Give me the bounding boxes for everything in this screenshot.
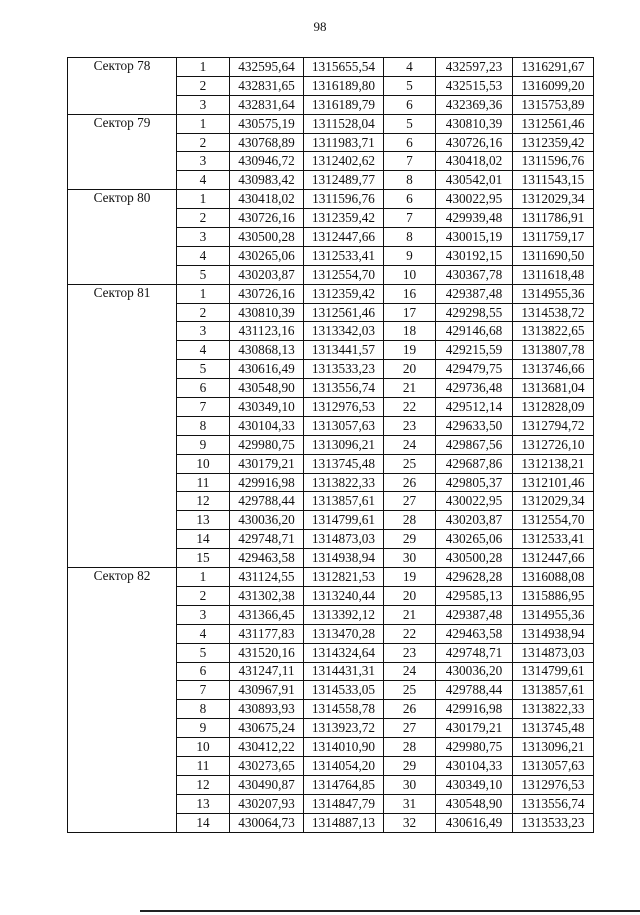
y-coordinate-left: 1314887,13 [304,813,384,832]
x-coordinate-right: 432369,36 [436,95,513,114]
y-coordinate-right: 1311543,15 [513,171,594,190]
y-coordinate-right: 1314938,94 [513,624,594,643]
point-number-right: 21 [384,605,436,624]
point-number-right: 7 [384,209,436,228]
y-coordinate-left: 1313057,63 [304,416,384,435]
x-coordinate-left: 430265,06 [230,246,304,265]
x-coordinate-right: 432597,23 [436,58,513,77]
point-number-left: 14 [177,813,230,832]
x-coordinate-left: 430412,22 [230,738,304,757]
y-coordinate-left: 1313857,61 [304,492,384,511]
x-coordinate-right: 429805,37 [436,473,513,492]
x-coordinate-right: 430022,95 [436,190,513,209]
point-number-left: 5 [177,265,230,284]
x-coordinate-left: 430616,49 [230,360,304,379]
y-coordinate-right: 1312029,34 [513,492,594,511]
point-number-left: 4 [177,246,230,265]
point-number-left: 2 [177,133,230,152]
y-coordinate-right: 1312101,46 [513,473,594,492]
x-coordinate-right: 430203,87 [436,511,513,530]
x-coordinate-right: 430022,95 [436,492,513,511]
y-coordinate-right: 1316291,67 [513,58,594,77]
x-coordinate-left: 431123,16 [230,322,304,341]
x-coordinate-left: 429788,44 [230,492,304,511]
y-coordinate-right: 1312554,70 [513,511,594,530]
point-number-left: 2 [177,586,230,605]
y-coordinate-right: 1313746,66 [513,360,594,379]
y-coordinate-left: 1314847,79 [304,794,384,813]
point-number-right: 22 [384,398,436,417]
point-number-right: 27 [384,492,436,511]
x-coordinate-left: 430768,89 [230,133,304,152]
point-number-right: 25 [384,681,436,700]
y-coordinate-left: 1313745,48 [304,454,384,473]
point-number-right: 30 [384,549,436,568]
point-number-left: 4 [177,624,230,643]
y-coordinate-right: 1316099,20 [513,76,594,95]
x-coordinate-left: 430207,93 [230,794,304,813]
x-coordinate-left: 430675,24 [230,719,304,738]
x-coordinate-left: 430983,42 [230,171,304,190]
table-row [68,190,594,209]
point-number-right: 6 [384,190,436,209]
x-coordinate-left: 430349,10 [230,398,304,417]
x-coordinate-right: 430349,10 [436,775,513,794]
table-row [68,114,594,133]
x-coordinate-right: 429736,48 [436,379,513,398]
x-coordinate-left: 432831,64 [230,95,304,114]
x-coordinate-left: 430064,73 [230,813,304,832]
x-coordinate-left: 430179,21 [230,454,304,473]
point-number-right: 20 [384,586,436,605]
y-coordinate-left: 1314873,03 [304,530,384,549]
x-coordinate-left: 431247,11 [230,662,304,681]
y-coordinate-right: 1311759,17 [513,228,594,247]
point-number-right: 24 [384,662,436,681]
point-number-left: 3 [177,322,230,341]
x-coordinate-right: 429387,48 [436,605,513,624]
y-coordinate-right: 1316088,08 [513,568,594,587]
y-coordinate-right: 1314873,03 [513,643,594,662]
point-number-right: 10 [384,265,436,284]
x-coordinate-right: 430810,39 [436,114,513,133]
point-number-left: 4 [177,341,230,360]
point-number-right: 18 [384,322,436,341]
x-coordinate-right: 429463,58 [436,624,513,643]
y-coordinate-left: 1312554,70 [304,265,384,284]
point-number-right: 28 [384,511,436,530]
table-row [68,568,594,587]
x-coordinate-right: 429633,50 [436,416,513,435]
point-number-left: 1 [177,190,230,209]
point-number-right: 8 [384,228,436,247]
y-coordinate-left: 1314324,64 [304,643,384,662]
y-coordinate-left: 1314054,20 [304,756,384,775]
x-coordinate-right: 429298,55 [436,303,513,322]
x-coordinate-left: 429980,75 [230,435,304,454]
coordinates-table-body [68,58,594,833]
y-coordinate-left: 1314558,78 [304,700,384,719]
x-coordinate-right: 430179,21 [436,719,513,738]
x-coordinate-left: 430418,02 [230,190,304,209]
y-coordinate-left: 1312821,53 [304,568,384,587]
x-coordinate-left: 430500,28 [230,228,304,247]
x-coordinate-left: 430273,65 [230,756,304,775]
x-coordinate-right: 430726,16 [436,133,513,152]
y-coordinate-left: 1313096,21 [304,435,384,454]
point-number-right: 25 [384,454,436,473]
point-number-left: 8 [177,416,230,435]
x-coordinate-right: 429788,44 [436,681,513,700]
point-number-left: 11 [177,473,230,492]
y-coordinate-right: 1311786,91 [513,209,594,228]
x-coordinate-right: 429687,86 [436,454,513,473]
point-number-left: 10 [177,738,230,757]
x-coordinate-left: 430548,90 [230,379,304,398]
point-number-right: 5 [384,76,436,95]
y-coordinate-left: 1313240,44 [304,586,384,605]
point-number-right: 5 [384,114,436,133]
point-number-left: 2 [177,76,230,95]
y-coordinate-right: 1312794,72 [513,416,594,435]
x-coordinate-right: 429748,71 [436,643,513,662]
x-coordinate-left: 430203,87 [230,265,304,284]
table-row [68,58,594,77]
x-coordinate-right: 430104,33 [436,756,513,775]
y-coordinate-left: 1311983,71 [304,133,384,152]
point-number-right: 23 [384,643,436,662]
point-number-left: 13 [177,511,230,530]
point-number-left: 15 [177,549,230,568]
sector-name-cell: Сектор 81 [68,284,177,567]
y-coordinate-left: 1316189,80 [304,76,384,95]
x-coordinate-right: 429215,59 [436,341,513,360]
x-coordinate-left: 430868,13 [230,341,304,360]
sector-name-cell: Сектор 82 [68,568,177,832]
y-coordinate-left: 1311596,76 [304,190,384,209]
x-coordinate-right: 429939,48 [436,209,513,228]
y-coordinate-left: 1312976,53 [304,398,384,417]
y-coordinate-right: 1313096,21 [513,738,594,757]
y-coordinate-right: 1312029,34 [513,190,594,209]
y-coordinate-left: 1314764,85 [304,775,384,794]
y-coordinate-left: 1312561,46 [304,303,384,322]
point-number-right: 30 [384,775,436,794]
y-coordinate-left: 1314431,31 [304,662,384,681]
point-number-right: 8 [384,171,436,190]
point-number-left: 11 [177,756,230,775]
bottom-rule [140,910,640,912]
x-coordinate-left: 430967,91 [230,681,304,700]
point-number-right: 6 [384,95,436,114]
point-number-left: 14 [177,530,230,549]
x-coordinate-right: 429916,98 [436,700,513,719]
x-coordinate-right: 430542,01 [436,171,513,190]
point-number-right: 7 [384,152,436,171]
y-coordinate-right: 1312533,41 [513,530,594,549]
y-coordinate-right: 1313807,78 [513,341,594,360]
sector-name-cell: Сектор 80 [68,190,177,284]
y-coordinate-left: 1313556,74 [304,379,384,398]
y-coordinate-right: 1313822,65 [513,322,594,341]
y-coordinate-left: 1313342,03 [304,322,384,341]
point-number-right: 16 [384,284,436,303]
point-number-left: 8 [177,700,230,719]
y-coordinate-right: 1312726,10 [513,435,594,454]
point-number-right: 9 [384,246,436,265]
x-coordinate-left: 431520,16 [230,643,304,662]
point-number-left: 13 [177,794,230,813]
x-coordinate-right: 430616,49 [436,813,513,832]
y-coordinate-left: 1312359,42 [304,209,384,228]
x-coordinate-right: 429512,14 [436,398,513,417]
y-coordinate-right: 1311690,50 [513,246,594,265]
point-number-left: 12 [177,492,230,511]
y-coordinate-right: 1314538,72 [513,303,594,322]
sector-name-cell: Сектор 78 [68,58,177,115]
y-coordinate-right: 1314955,36 [513,605,594,624]
y-coordinate-left: 1316189,79 [304,95,384,114]
y-coordinate-right: 1312976,53 [513,775,594,794]
point-number-right: 19 [384,341,436,360]
x-coordinate-right: 430265,06 [436,530,513,549]
point-number-right: 26 [384,700,436,719]
y-coordinate-left: 1312489,77 [304,171,384,190]
point-number-right: 31 [384,794,436,813]
x-coordinate-right: 430418,02 [436,152,513,171]
y-coordinate-left: 1313470,28 [304,624,384,643]
y-coordinate-left: 1313392,12 [304,605,384,624]
x-coordinate-left: 430946,72 [230,152,304,171]
y-coordinate-right: 1313857,61 [513,681,594,700]
x-coordinate-left: 429748,71 [230,530,304,549]
point-number-left: 4 [177,171,230,190]
y-coordinate-right: 1313556,74 [513,794,594,813]
point-number-left: 5 [177,643,230,662]
x-coordinate-right: 429387,48 [436,284,513,303]
x-coordinate-right: 429585,13 [436,586,513,605]
y-coordinate-right: 1313822,33 [513,700,594,719]
point-number-right: 29 [384,756,436,775]
point-number-left: 5 [177,360,230,379]
x-coordinate-right: 430192,15 [436,246,513,265]
x-coordinate-left: 430036,20 [230,511,304,530]
y-coordinate-left: 1313441,57 [304,341,384,360]
x-coordinate-right: 429867,56 [436,435,513,454]
x-coordinate-right: 429980,75 [436,738,513,757]
point-number-left: 6 [177,379,230,398]
y-coordinate-left: 1313533,23 [304,360,384,379]
point-number-left: 2 [177,303,230,322]
x-coordinate-right: 429628,28 [436,568,513,587]
x-coordinate-left: 430726,16 [230,209,304,228]
x-coordinate-left: 432595,64 [230,58,304,77]
point-number-left: 3 [177,228,230,247]
point-number-left: 1 [177,284,230,303]
point-number-right: 29 [384,530,436,549]
y-coordinate-left: 1314533,05 [304,681,384,700]
y-coordinate-left: 1315655,54 [304,58,384,77]
point-number-left: 10 [177,454,230,473]
point-number-right: 20 [384,360,436,379]
x-coordinate-left: 430490,87 [230,775,304,794]
y-coordinate-left: 1312533,41 [304,246,384,265]
page-number: 98 [313,19,327,34]
x-coordinate-right: 430015,19 [436,228,513,247]
y-coordinate-left: 1312402,62 [304,152,384,171]
x-coordinate-right: 430367,78 [436,265,513,284]
y-coordinate-left: 1314938,94 [304,549,384,568]
point-number-left: 1 [177,58,230,77]
point-number-right: 26 [384,473,436,492]
y-coordinate-right: 1311596,76 [513,152,594,171]
y-coordinate-right: 1313533,23 [513,813,594,832]
point-number-right: 27 [384,719,436,738]
y-coordinate-right: 1313681,04 [513,379,594,398]
y-coordinate-right: 1315886,95 [513,586,594,605]
y-coordinate-right: 1311618,48 [513,265,594,284]
table-row [68,284,594,303]
y-coordinate-left: 1314799,61 [304,511,384,530]
point-number-right: 22 [384,624,436,643]
x-coordinate-left: 431302,38 [230,586,304,605]
y-coordinate-right: 1315753,89 [513,95,594,114]
point-number-left: 2 [177,209,230,228]
point-number-right: 28 [384,738,436,757]
point-number-left: 3 [177,605,230,624]
point-number-right: 24 [384,435,436,454]
point-number-right: 23 [384,416,436,435]
point-number-left: 12 [177,775,230,794]
x-coordinate-left: 430893,93 [230,700,304,719]
y-coordinate-left: 1312359,42 [304,284,384,303]
coordinates-table [67,57,594,833]
y-coordinate-right: 1312138,21 [513,454,594,473]
y-coordinate-right: 1314799,61 [513,662,594,681]
x-coordinate-left: 432831,65 [230,76,304,95]
point-number-left: 1 [177,114,230,133]
point-number-left: 7 [177,398,230,417]
y-coordinate-left: 1313822,33 [304,473,384,492]
point-number-left: 9 [177,435,230,454]
x-coordinate-right: 430036,20 [436,662,513,681]
x-coordinate-right: 432515,53 [436,76,513,95]
x-coordinate-right: 429146,68 [436,322,513,341]
x-coordinate-left: 430726,16 [230,284,304,303]
x-coordinate-left: 429463,58 [230,549,304,568]
y-coordinate-left: 1311528,04 [304,114,384,133]
x-coordinate-left: 430810,39 [230,303,304,322]
y-coordinate-right: 1312359,42 [513,133,594,152]
x-coordinate-left: 431124,55 [230,568,304,587]
x-coordinate-right: 430548,90 [436,794,513,813]
x-coordinate-left: 430104,33 [230,416,304,435]
x-coordinate-left: 429916,98 [230,473,304,492]
point-number-left: 6 [177,662,230,681]
point-number-right: 19 [384,568,436,587]
point-number-left: 9 [177,719,230,738]
y-coordinate-right: 1312447,66 [513,549,594,568]
y-coordinate-left: 1313923,72 [304,719,384,738]
point-number-left: 1 [177,568,230,587]
y-coordinate-left: 1314010,90 [304,738,384,757]
sector-name-cell: Сектор 79 [68,114,177,190]
point-number-right: 4 [384,58,436,77]
x-coordinate-left: 431177,83 [230,624,304,643]
y-coordinate-right: 1313745,48 [513,719,594,738]
y-coordinate-right: 1313057,63 [513,756,594,775]
y-coordinate-left: 1312447,66 [304,228,384,247]
x-coordinate-right: 429479,75 [436,360,513,379]
point-number-right: 17 [384,303,436,322]
point-number-right: 6 [384,133,436,152]
point-number-right: 21 [384,379,436,398]
y-coordinate-right: 1312828,09 [513,398,594,417]
y-coordinate-right: 1312561,46 [513,114,594,133]
x-coordinate-left: 430575,19 [230,114,304,133]
point-number-right: 32 [384,813,436,832]
y-coordinate-right: 1314955,36 [513,284,594,303]
point-number-left: 3 [177,152,230,171]
x-coordinate-left: 431366,45 [230,605,304,624]
point-number-left: 3 [177,95,230,114]
point-number-left: 7 [177,681,230,700]
x-coordinate-right: 430500,28 [436,549,513,568]
